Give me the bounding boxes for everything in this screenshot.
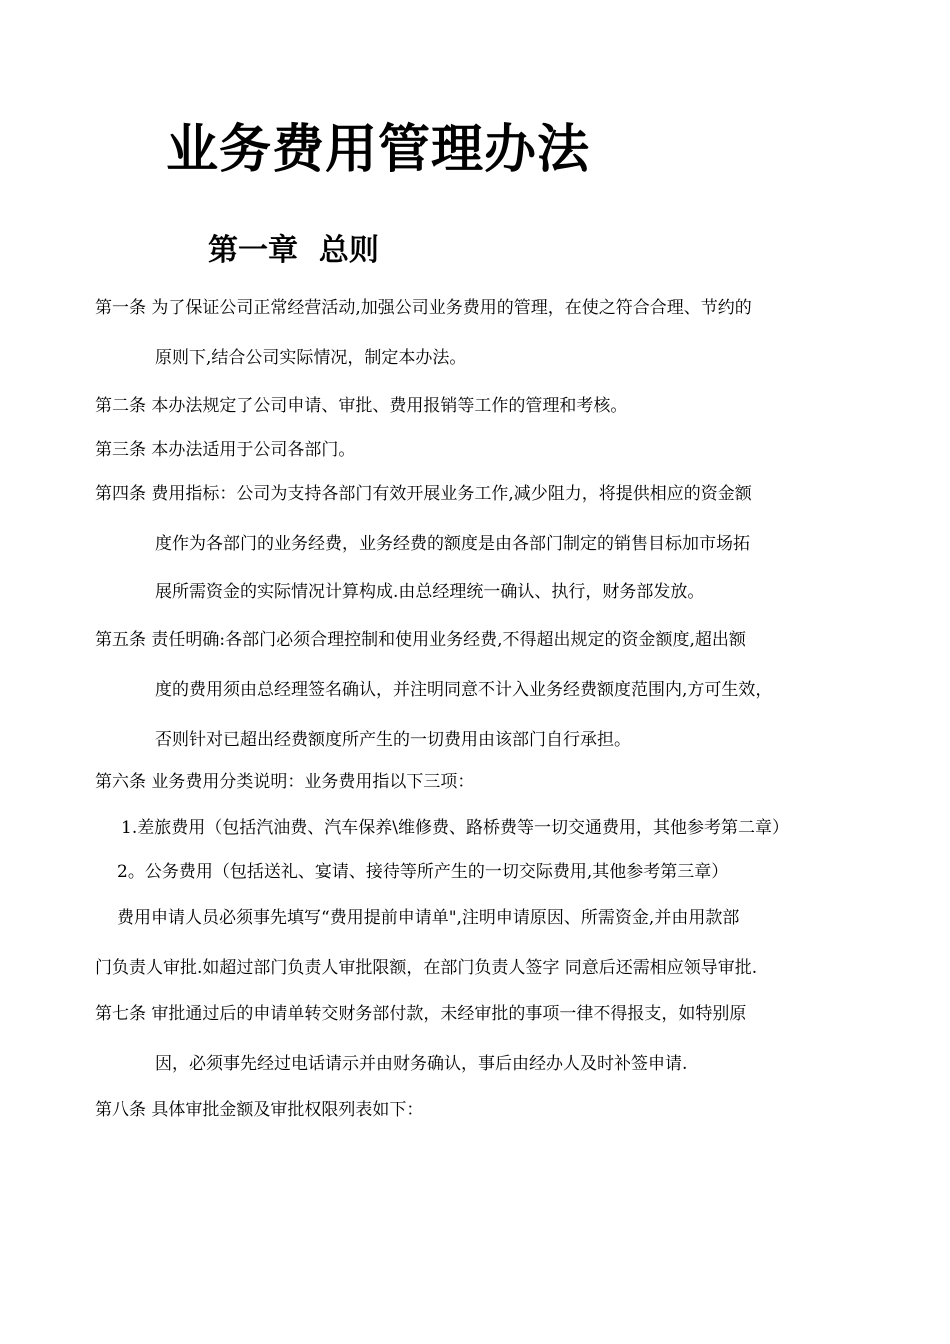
- article-2: 第二条 本办法规定了公司申请、审批、费用报销等工作的管理和考核。: [95, 396, 628, 416]
- article-6-note-line-2: 门负责人审批.如超过部门负责人审批限额，在部门负责人签字 同意后还需相应领导审批.: [95, 958, 758, 978]
- article-4-line-3: 展所需资金的实际情况计算构成.由总经理统一确认、执行，财务部发放。: [155, 582, 705, 602]
- article-4-line-2: 度作为各部门的业务经费，业务经费的额度是由各部门制定的销售目标加市场拓: [155, 534, 750, 554]
- article-4-line-1: 第四条 费用指标：公司为支持各部门有效开展业务工作,减少阻力，将提供相应的资金额: [95, 484, 752, 504]
- article-7-line-2: 因，必须事先经过电话请示并由财务确认，事后由经办人及时补签申请.: [155, 1054, 688, 1074]
- article-7-line-1: 第七条 审批通过后的申请单转交财务部付款，未经审批的事项一律不得报支，如特别原: [95, 1004, 747, 1024]
- article-5-line-1: 第五条 责任明确:各部门必须合理控制和使用业务经费,不得超出规定的资金额度,超出额: [95, 630, 746, 650]
- article-6: 第六条 业务费用分类说明：业务费用指以下三项：: [95, 772, 475, 792]
- article-5-line-3: 否则针对已超出经费额度所产生的一切费用由该部门自行承担。: [155, 730, 631, 750]
- article-6-note-line-1: 费用申请人员必须事先填写“费用提前申请单",注明申请原因、所需资金,并由用款部: [117, 908, 740, 928]
- article-1-line-1: 第一条 为了保证公司正常经营活动,加强公司业务费用的管理，在使之符合合理、节约的: [95, 298, 752, 318]
- article-6-item-1: 1.差旅费用（包括汽油费、汽车保养\维修费、路桥费等一切交通费用，其他参考第二章）: [121, 818, 789, 838]
- article-6-item-2: 2。公务费用（包括送礼、宴请、接待等所产生的一切交际费用,其他参考第三章）: [117, 862, 729, 882]
- article-1-line-2: 原则下,结合公司实际情况，制定本办法。: [155, 348, 467, 368]
- article-3: 第三条 本办法适用于公司各部门。: [95, 440, 356, 460]
- document-title: 业务费用管理办法: [166, 120, 591, 180]
- article-5-line-2: 度的费用须由总经理签名确认，并注明同意不计入业务经费额度范围内,方可生效，: [155, 680, 773, 700]
- article-8: 第八条 具体审批金额及审批权限列表如下：: [95, 1100, 424, 1120]
- chapter-heading: 第一章 总则: [208, 233, 379, 268]
